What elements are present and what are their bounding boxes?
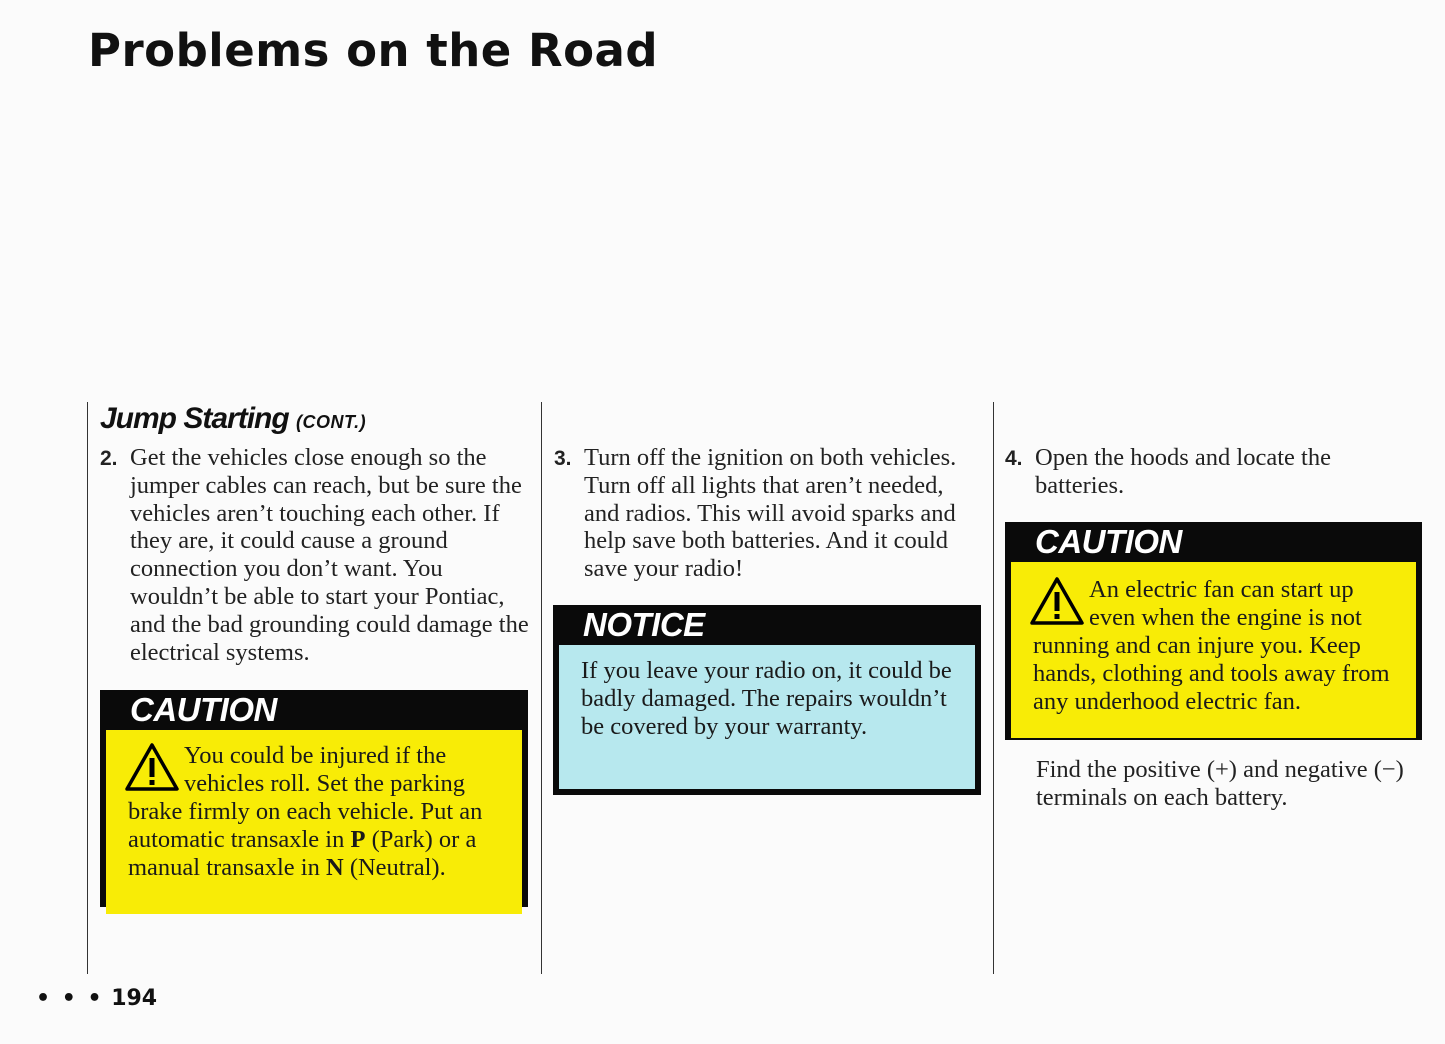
step-4 xyxy=(1005,444,1425,500)
page-number-dots: • • • xyxy=(36,986,104,1011)
section-heading xyxy=(100,402,366,436)
caution-heading: CAUTION xyxy=(1035,523,1182,560)
caution-heading: CAUTION xyxy=(130,691,277,728)
notice-text: If you leave your radio on, it could be badly damaged. The repairs wouldn’t be covered by your warranty. xyxy=(581,657,952,740)
step-text: Get the vehicles close enough so the jumper cables can reach, but be sure the vehicles aren’t touching each other. If they are, it could cause a ground connection you don’t want. You wouldn’t be able to start your Pontiac, and the bad grounding could damage the electrical systems. xyxy=(130,444,529,666)
park-letter: P xyxy=(350,826,366,853)
warning-triangle-icon xyxy=(124,742,180,792)
step-2 xyxy=(100,444,530,666)
step-text: Open the hoods and locate the batteries. xyxy=(1035,444,1331,499)
column-2 xyxy=(554,444,984,583)
notice-box-radio xyxy=(553,605,981,795)
page-number xyxy=(36,986,157,1011)
step-number: 3. xyxy=(554,447,572,470)
column-divider-left xyxy=(87,402,88,974)
notice-heading: NOTICE xyxy=(583,606,705,643)
step-3 xyxy=(554,444,984,583)
notice-body xyxy=(559,645,975,789)
column-1 xyxy=(100,444,530,666)
section-heading-suffix: (CONT.) xyxy=(296,412,367,432)
battery-terminals-text: Find the positive (+) and negative (−) terminals on each battery. xyxy=(1036,756,1404,811)
caution-text: You could be injured if the vehicles roll. Set the parking brake firmly on each vehicle. Put an automatic transaxle in xyxy=(128,742,483,853)
caution-box-fan xyxy=(1005,522,1422,740)
warning-triangle-icon xyxy=(1029,576,1085,626)
page-title: Problems on the Road xyxy=(88,24,659,77)
neutral-letter: N xyxy=(325,854,344,881)
caution-body xyxy=(106,730,522,914)
caution-text-park: (Park) or a manual transaxle in xyxy=(128,826,477,881)
step-number: 2. xyxy=(100,447,118,470)
caution-text: An electric fan can start up even when the engine is not running and can injure you. Keep hands, clothing and tools away from any underhood electric fan. xyxy=(1033,576,1390,715)
caution-box-roll xyxy=(100,690,528,907)
page-number-value: 194 xyxy=(111,986,158,1011)
caution-text-neutral: (Neutral). xyxy=(343,854,446,881)
step-number: 4. xyxy=(1005,447,1023,470)
column-divider-right xyxy=(993,402,994,974)
step-text: Turn off the ignition on both vehicles. Turn off all lights that aren’t needed, and radios. This will avoid sparks and help save both batteries. And it could save your radio! xyxy=(584,444,957,583)
column-3 xyxy=(1005,444,1425,500)
caution-body xyxy=(1011,562,1416,738)
column-divider-middle xyxy=(541,402,542,974)
section-heading-title: Jump Starting xyxy=(100,402,289,435)
